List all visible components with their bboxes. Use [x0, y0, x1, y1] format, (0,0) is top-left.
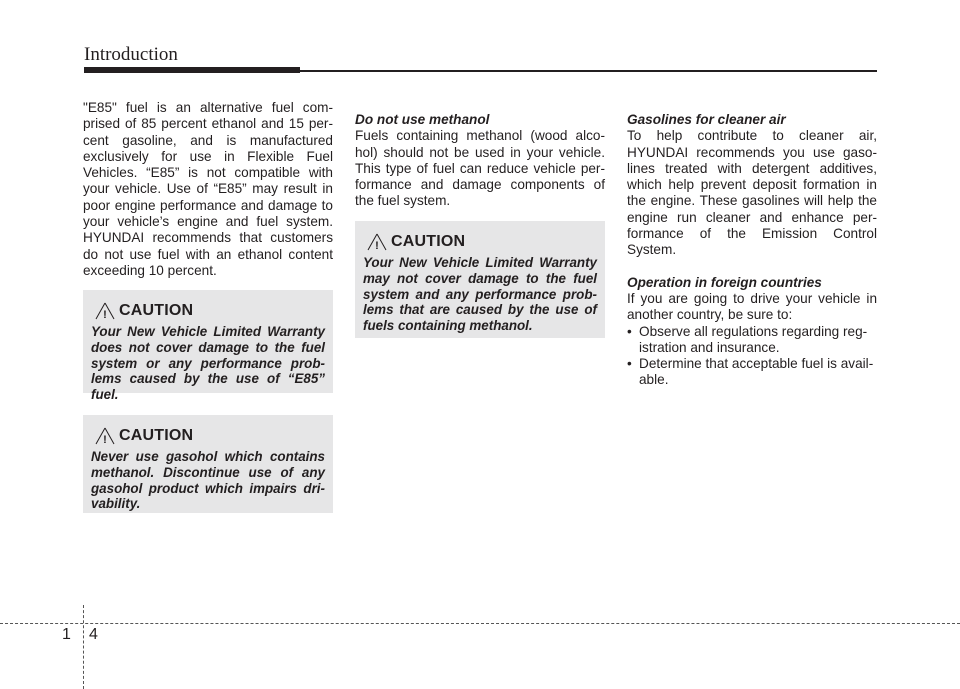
column-e85: [83, 100, 333, 279]
caution-header: [91, 425, 325, 447]
caution-header: [363, 231, 597, 253]
list-item: • Observe all regulations regarding reg-istration and insurance.: [627, 324, 877, 357]
methanol-paragraph: Fuels containing methanol (wood alco-hol) should not be used in your vehicle. This type of fuel can reduce vehicle per-formance and damage components of the fuel system.: [355, 128, 605, 209]
svg-text:!: !: [375, 240, 379, 251]
header-rule-thin: [300, 70, 877, 72]
caution-body: Your New Vehicle Limited Warranty does not cover damage to the fuel system or any performance prob-lems caused by the use of “E85” fuel.: [91, 324, 325, 403]
caution-title: CAUTION: [391, 233, 466, 250]
caution-body: Your New Vehicle Limited Warranty may not cover damage to the fuel system and any performance prob-lems that are caused by the use of fuels containing methanol.: [363, 255, 597, 334]
caution-title: CAUTION: [119, 302, 194, 319]
svg-text:!: !: [103, 434, 107, 445]
column-methanol: [355, 100, 605, 210]
caution-body: Never use gasohol which contains methanol. Discontinue use of any gasohol product which impairs dri-vability.: [91, 449, 325, 512]
foreign-countries-list: [627, 324, 877, 389]
methanol-heading: Do not use methanol: [355, 112, 490, 127]
page-number: 4: [89, 626, 98, 643]
clean-air-heading: Gasolines for cleaner air: [627, 112, 786, 127]
caution-box-gasohol: [83, 415, 333, 513]
footer-rule: [0, 623, 960, 624]
caution-box-methanol: [355, 221, 605, 338]
foreign-countries-paragraph: If you are going to drive your vehicle in another country, be sure to:: [627, 290, 877, 323]
warning-icon: [95, 302, 115, 320]
foreign-countries-heading: Operation in foreign countries: [627, 274, 822, 290]
clean-air-paragraph: To help contribute to cleaner air, HYUNDAI recommends you use gaso-lines treated with detergent additives, which help prevent deposit formation in the engine. These gasolines will help the engine run cleaner and enhance per-formance of the Emission Control System.: [627, 128, 877, 258]
svg-text:!: !: [103, 309, 107, 320]
caution-box-e85: [83, 290, 333, 403]
page-title: Introduction: [84, 44, 178, 65]
header-rule-thick: [84, 67, 300, 73]
caution-title: CAUTION: [119, 427, 194, 444]
warning-icon: [95, 427, 115, 445]
footer-divider: [83, 605, 84, 689]
warning-icon: [367, 233, 387, 251]
chapter-number: 1: [62, 626, 71, 643]
e85-paragraph: "E85" fuel is an alternative fuel com-prised of 85 percent ethanol and 15 per-cent gasoline, and is manufactured exclusively for use in Flexible Fuel Vehicles. “E85” is not compatible with your vehicle. Use of “E85” may result in poor engine performance and damage to your vehicle’s engine and fuel system. HYUNDAI recommends that customers do not use fuel with an ethanol content exceeding 10 percent.: [83, 100, 333, 278]
column-gasolines: [627, 100, 877, 389]
caution-header: [91, 300, 325, 322]
list-item: • Determine that acceptable fuel is avail-able.: [627, 356, 877, 389]
